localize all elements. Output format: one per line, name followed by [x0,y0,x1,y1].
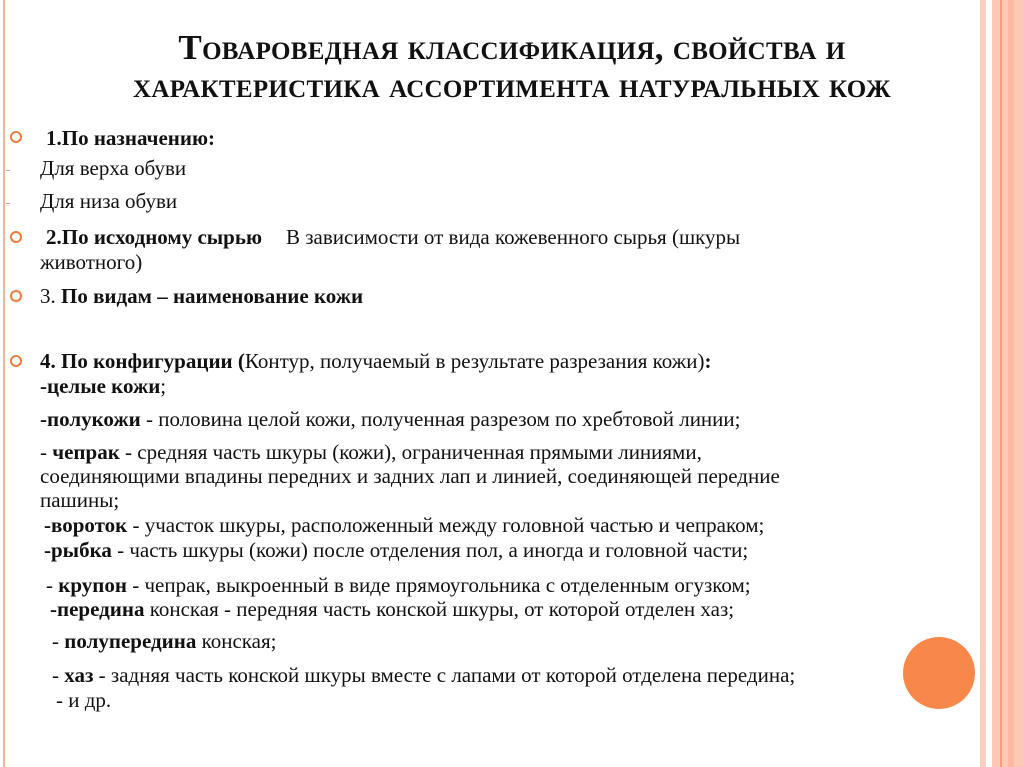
line-rybka: -рыбка - часть шкуры (кожи) после отделения пол, а иногда и головной части; [44,538,749,562]
slide-title-line-2: характеристика ассортимента натуральных кож [133,66,891,105]
bullet-icon [10,131,22,143]
item-1a: Для верха обуви [40,156,187,180]
decorative-circle [903,637,975,709]
bullet-icon [10,231,22,243]
stripe [1000,0,1002,767]
bullet-icon [10,355,22,367]
item-4: 4. По конфигурации (Контур, получаемый в результате разрезания кожи): [40,349,712,373]
line-khaz: - хаз - задняя часть конской шкуры вместе с лапами от которой отделена передина; [52,663,796,687]
line-cheprak-3: пашины; [40,488,120,512]
line-poluperedina: - полупередина конская; [52,629,277,653]
stripe [1008,0,1014,767]
item-2: 2.По исходному сырью В зависимости от вида кожевенного сырья (шкуры [46,225,741,249]
line-tselye: -целые кожи; [40,374,167,398]
dash-icon [6,203,10,204]
left-border [3,0,5,767]
item-3: 3. По видам – наименование кожи [40,284,364,308]
line-polukozhi: -полукожи - половина целой кожи, полученная разрезом по хребтовой линии; [40,407,741,431]
slide-title-line-1: Товароведная классификация, свойства и [178,28,846,67]
dash-icon [6,170,10,171]
item-2-cont: животного) [40,250,143,274]
line-cheprak: - чепрак - средняя часть шкуры (кожи), ограниченная прямыми линиями, [40,440,702,464]
item-1b: Для низа обуви [40,189,178,213]
stripe [980,0,986,767]
line-krupon: - крупон - чепрак, выкроенный в виде прямоугольника с отделенным огузком; [46,573,751,597]
line-peredina: -передина конская - передняя часть конской шкуры, от которой отделен хаз; [50,597,735,621]
line-etc: - и др. [56,688,112,712]
item-1: 1.По назначению: [46,126,216,150]
line-cheprak-2: соединяющими впадины передних и задних лап и линией, соединяющей передние [40,464,780,488]
bullet-icon [10,290,22,302]
line-vorotok: -вороток - участок шкуры, расположенный между головной частью и чепраком; [44,513,765,537]
